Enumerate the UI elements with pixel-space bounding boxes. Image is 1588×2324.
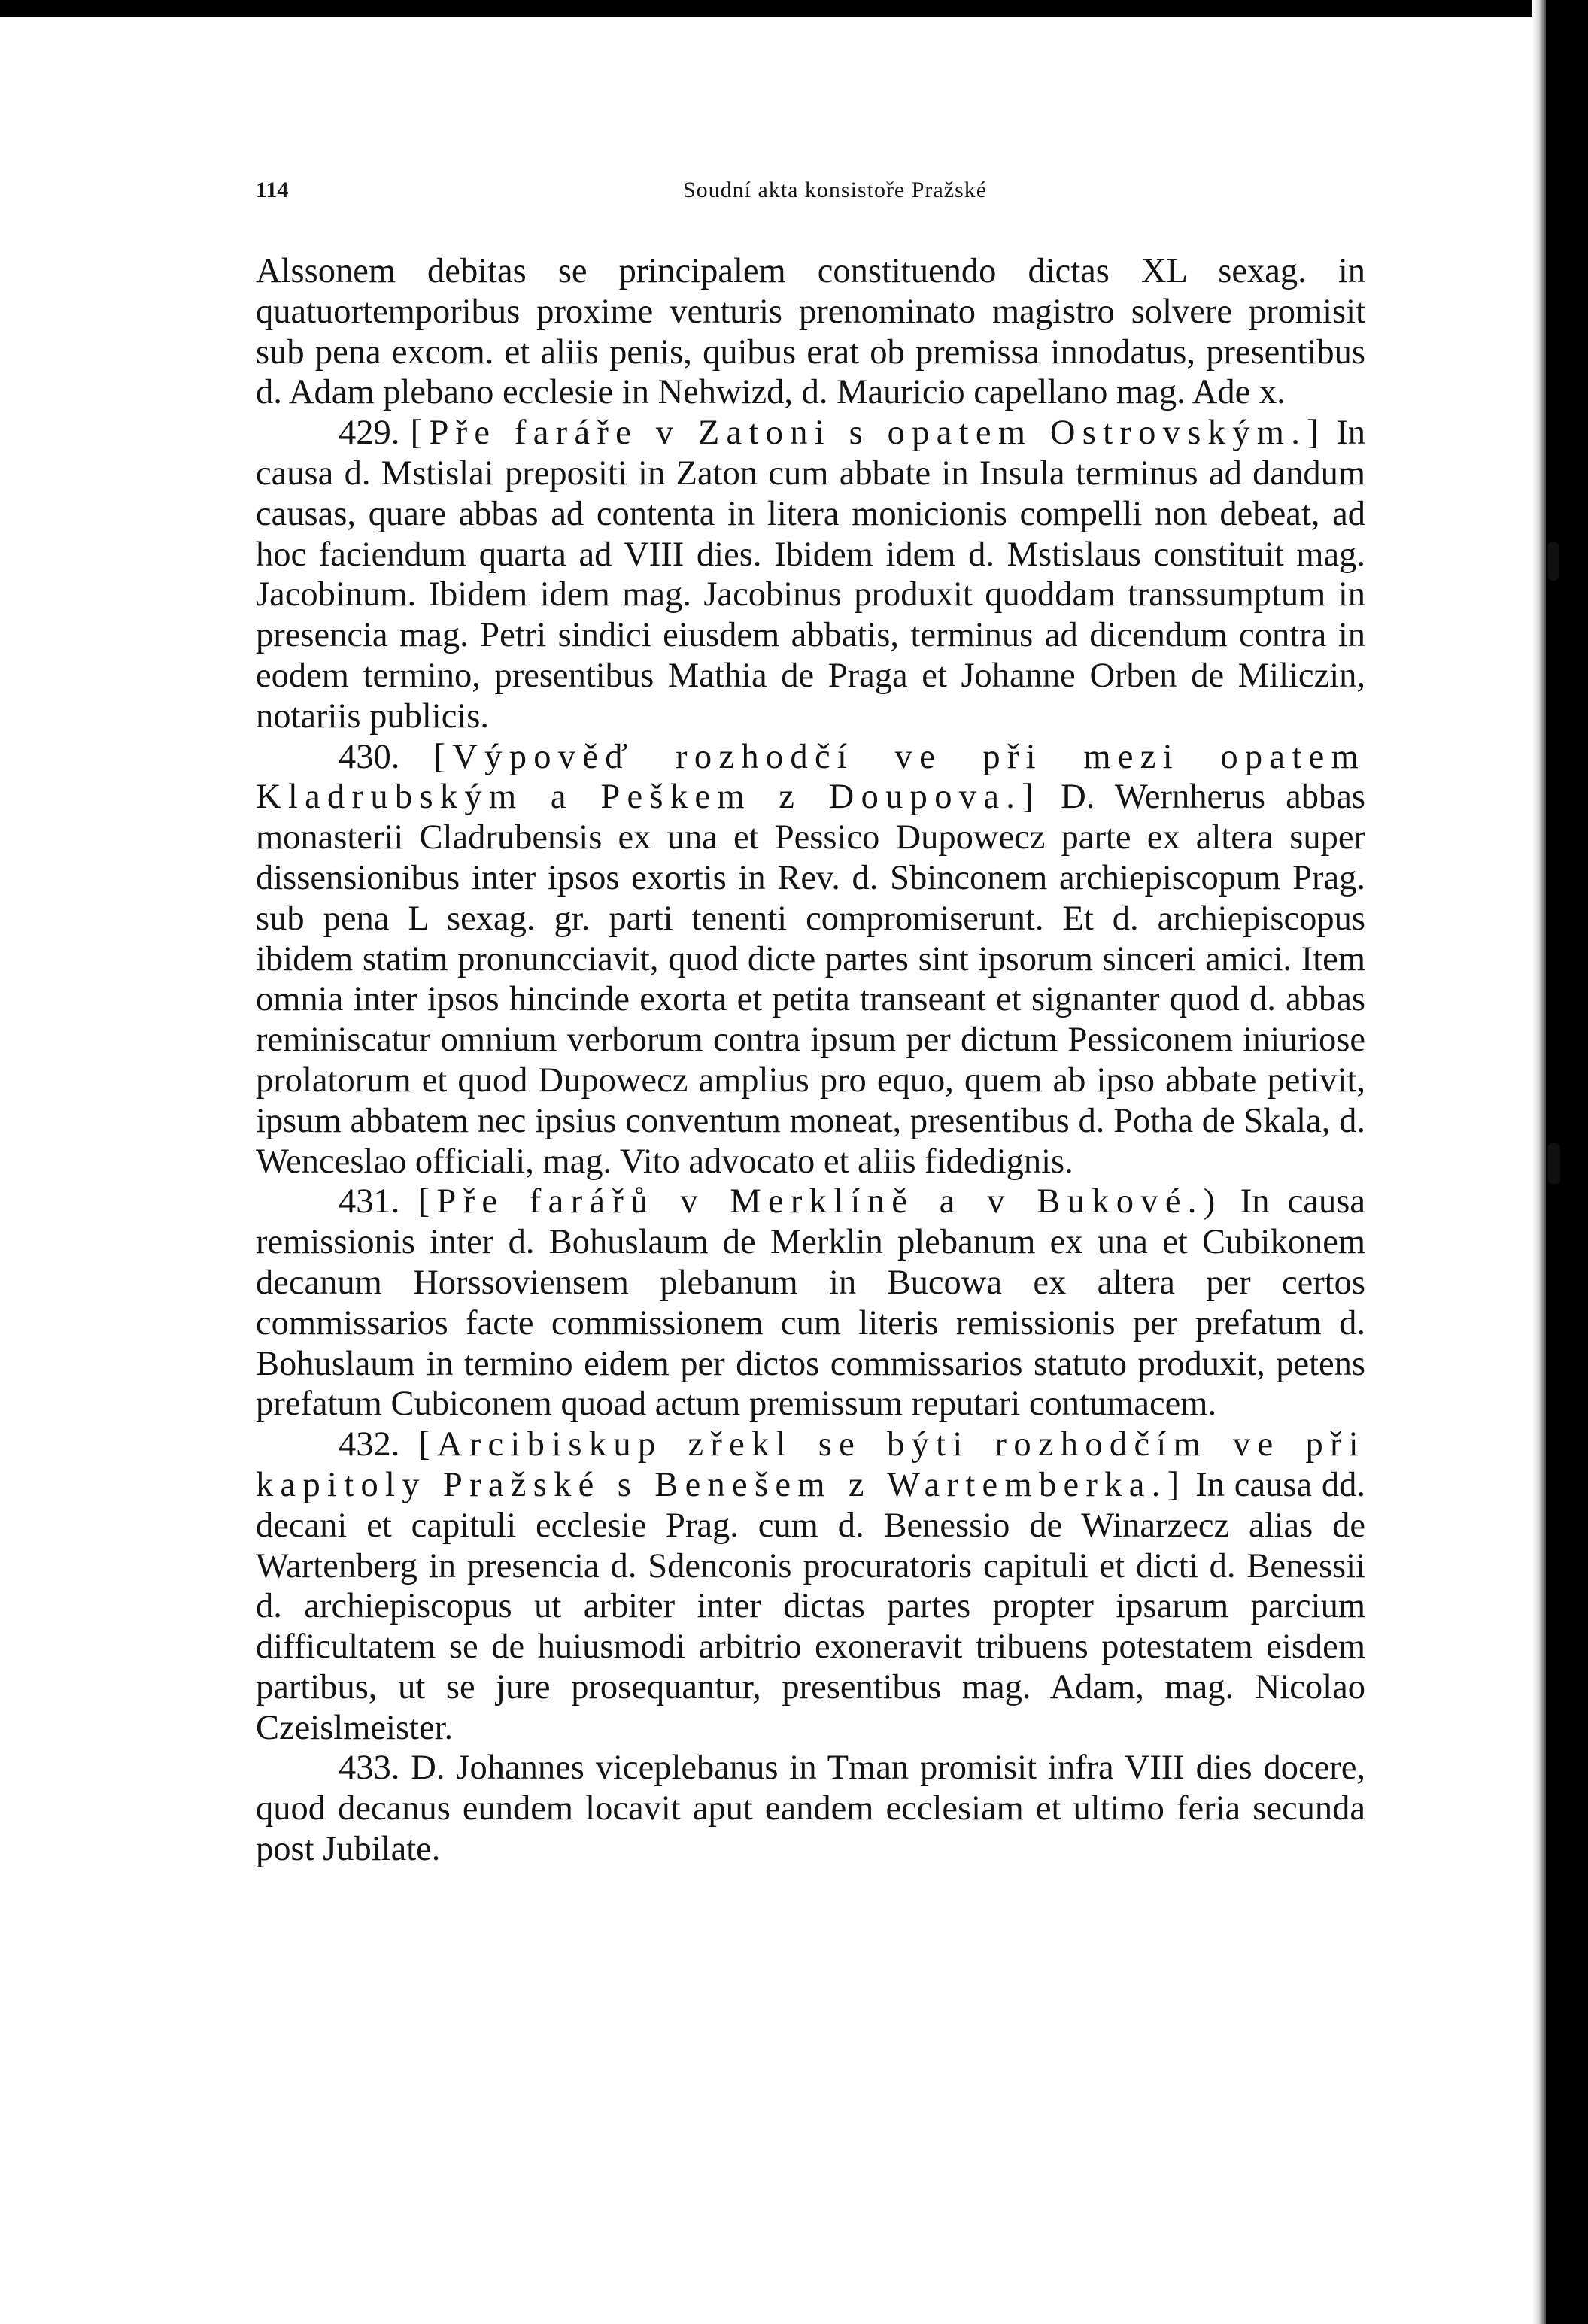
entry-text: D. Johannes viceplebanus in Tman promisit infra VIII dies docere, quod decanus eundem locavit aput eandem ecclesiam et ultimo feria secunda post Jubilate.	[256, 1749, 1365, 1869]
entry-heading: [Pře farářů v Merklíně a v Bukové.)	[417, 1182, 1222, 1221]
scan-mark-2	[1548, 1143, 1560, 1184]
running-title: Soudní akta konsistoře Pražské	[682, 177, 988, 202]
entry-number: 432.	[339, 1425, 400, 1464]
entry-text: D. Wernherus abbas monasterii Cladrubensis ex una et Pessico Dupowecz parte ex altera super dissensionibus inter ipsos exortis in Rev. d. Sbinconem archiepiscopum Prag. sub pena L sexag. gr. parti tenenti compromiserunt. Et d. archiepiscopus ibidem statim pronuncciavit, quod dicte partes sint ipsorum sinceri amici. Item omnia inter ipsos hincinde exorta et petita transeant et signanter quod d. abbas reminiscatur omnium verborum contra ipsum per dictum Pessiconem iniuriose prolatorum et quod Dupowecz amplius pro equo, quem ab ipso abbate petivit, ipsum abbatem nec ipsius conventum moneat, presentibus d. Potha de Skala, d. Wenceslao officiali, mag. Vito advocato et aliis fidedignis.	[256, 778, 1366, 1181]
entry-number: 430.	[339, 737, 400, 776]
entry-number: 429.	[339, 414, 400, 453]
page-header	[256, 177, 1414, 208]
document-body	[256, 251, 1365, 1870]
entry-431	[256, 1182, 1365, 1424]
entry-text: In causa d. Mstislai prepositi in Zaton cum abbate in Insula terminus ad dandum causas, quare abbas ad contenta in litera monicionis compelli non debeat, ad hoc faciendum quarta ad VIII dies. Ibidem idem d. Mstislaus constituit mag. Jacobinum. Ibidem idem mag. Jacobinus produxit quoddam transsumptum in presencia mag. Petri sindici eiusdem abbatis, terminus ad dicendum contra in eodem termino, presentibus Mathia de Praga et Johanne Orben de Miliczin, notariis publicis.	[256, 414, 1365, 736]
entry-number: 433.	[339, 1749, 400, 1788]
entry-heading: [Arcibiskup zřekl se býti rozhodčím ve při kapitoly Pražské s Benešem z Wartemberka.]	[256, 1425, 1366, 1504]
entry-430	[256, 737, 1365, 1182]
entry-heading: [Výpověď rozhodčí ve při mezi opatem Kladrubským a Peškem z Doupova.]	[256, 737, 1366, 817]
entry-text: In causa dd. decani et capituli ecclesie Prag. cum d. Benessio de Winarzecz alias de Wartenberg in presencia d. Sdenconis procuratoris capituli et dicti d. Benessii d. archiepiscopus ut arbiter inter dictas partes propter ipsarum parcium difficultatem se de huiusmodi arbitrio exoneravit tribuens potestatem eisdem partibus, ut se jure prosequantur, presentibus mag. Adam, mag. Nicolao Czeislmeister.	[256, 1465, 1366, 1747]
entry-number: 431.	[339, 1182, 400, 1221]
intro-paragraph: Alssonem debitas se principalem constituendo dictas XL sexag. in quatuortemporibus proxime venturis prenominato magistro solvere promisit sub pena excom. et aliis penis, quibus erat ob premissa innodatus, presentibus d. Adam plebano ecclesie in Nehwizd, d. Mauricio capellano mag. Ade x.	[256, 252, 1365, 412]
scan-mark-1	[1548, 542, 1559, 581]
entry-432	[256, 1424, 1365, 1748]
page-number: 114	[256, 177, 289, 202]
entry-433	[256, 1748, 1365, 1869]
entry-heading: [Pře faráře v Zatoni s opatem Ostrovským.]	[410, 414, 1325, 453]
entry-429	[256, 413, 1365, 736]
entry-text: In causa remissionis inter d. Bohuslaum de Merklin plebanum ex una et Cubikonem decanum Horssoviensem plebanum in Bucowa ex altera per certos commissarios facte commissionem cum literis remissionis per prefatum d. Bohuslaum in termino eidem per dictos commissarios statuto produxit, petens prefatum Cubiconem quoad actum premissum reputari contumacem.	[256, 1182, 1366, 1424]
scan-top-border	[0, 0, 1588, 17]
